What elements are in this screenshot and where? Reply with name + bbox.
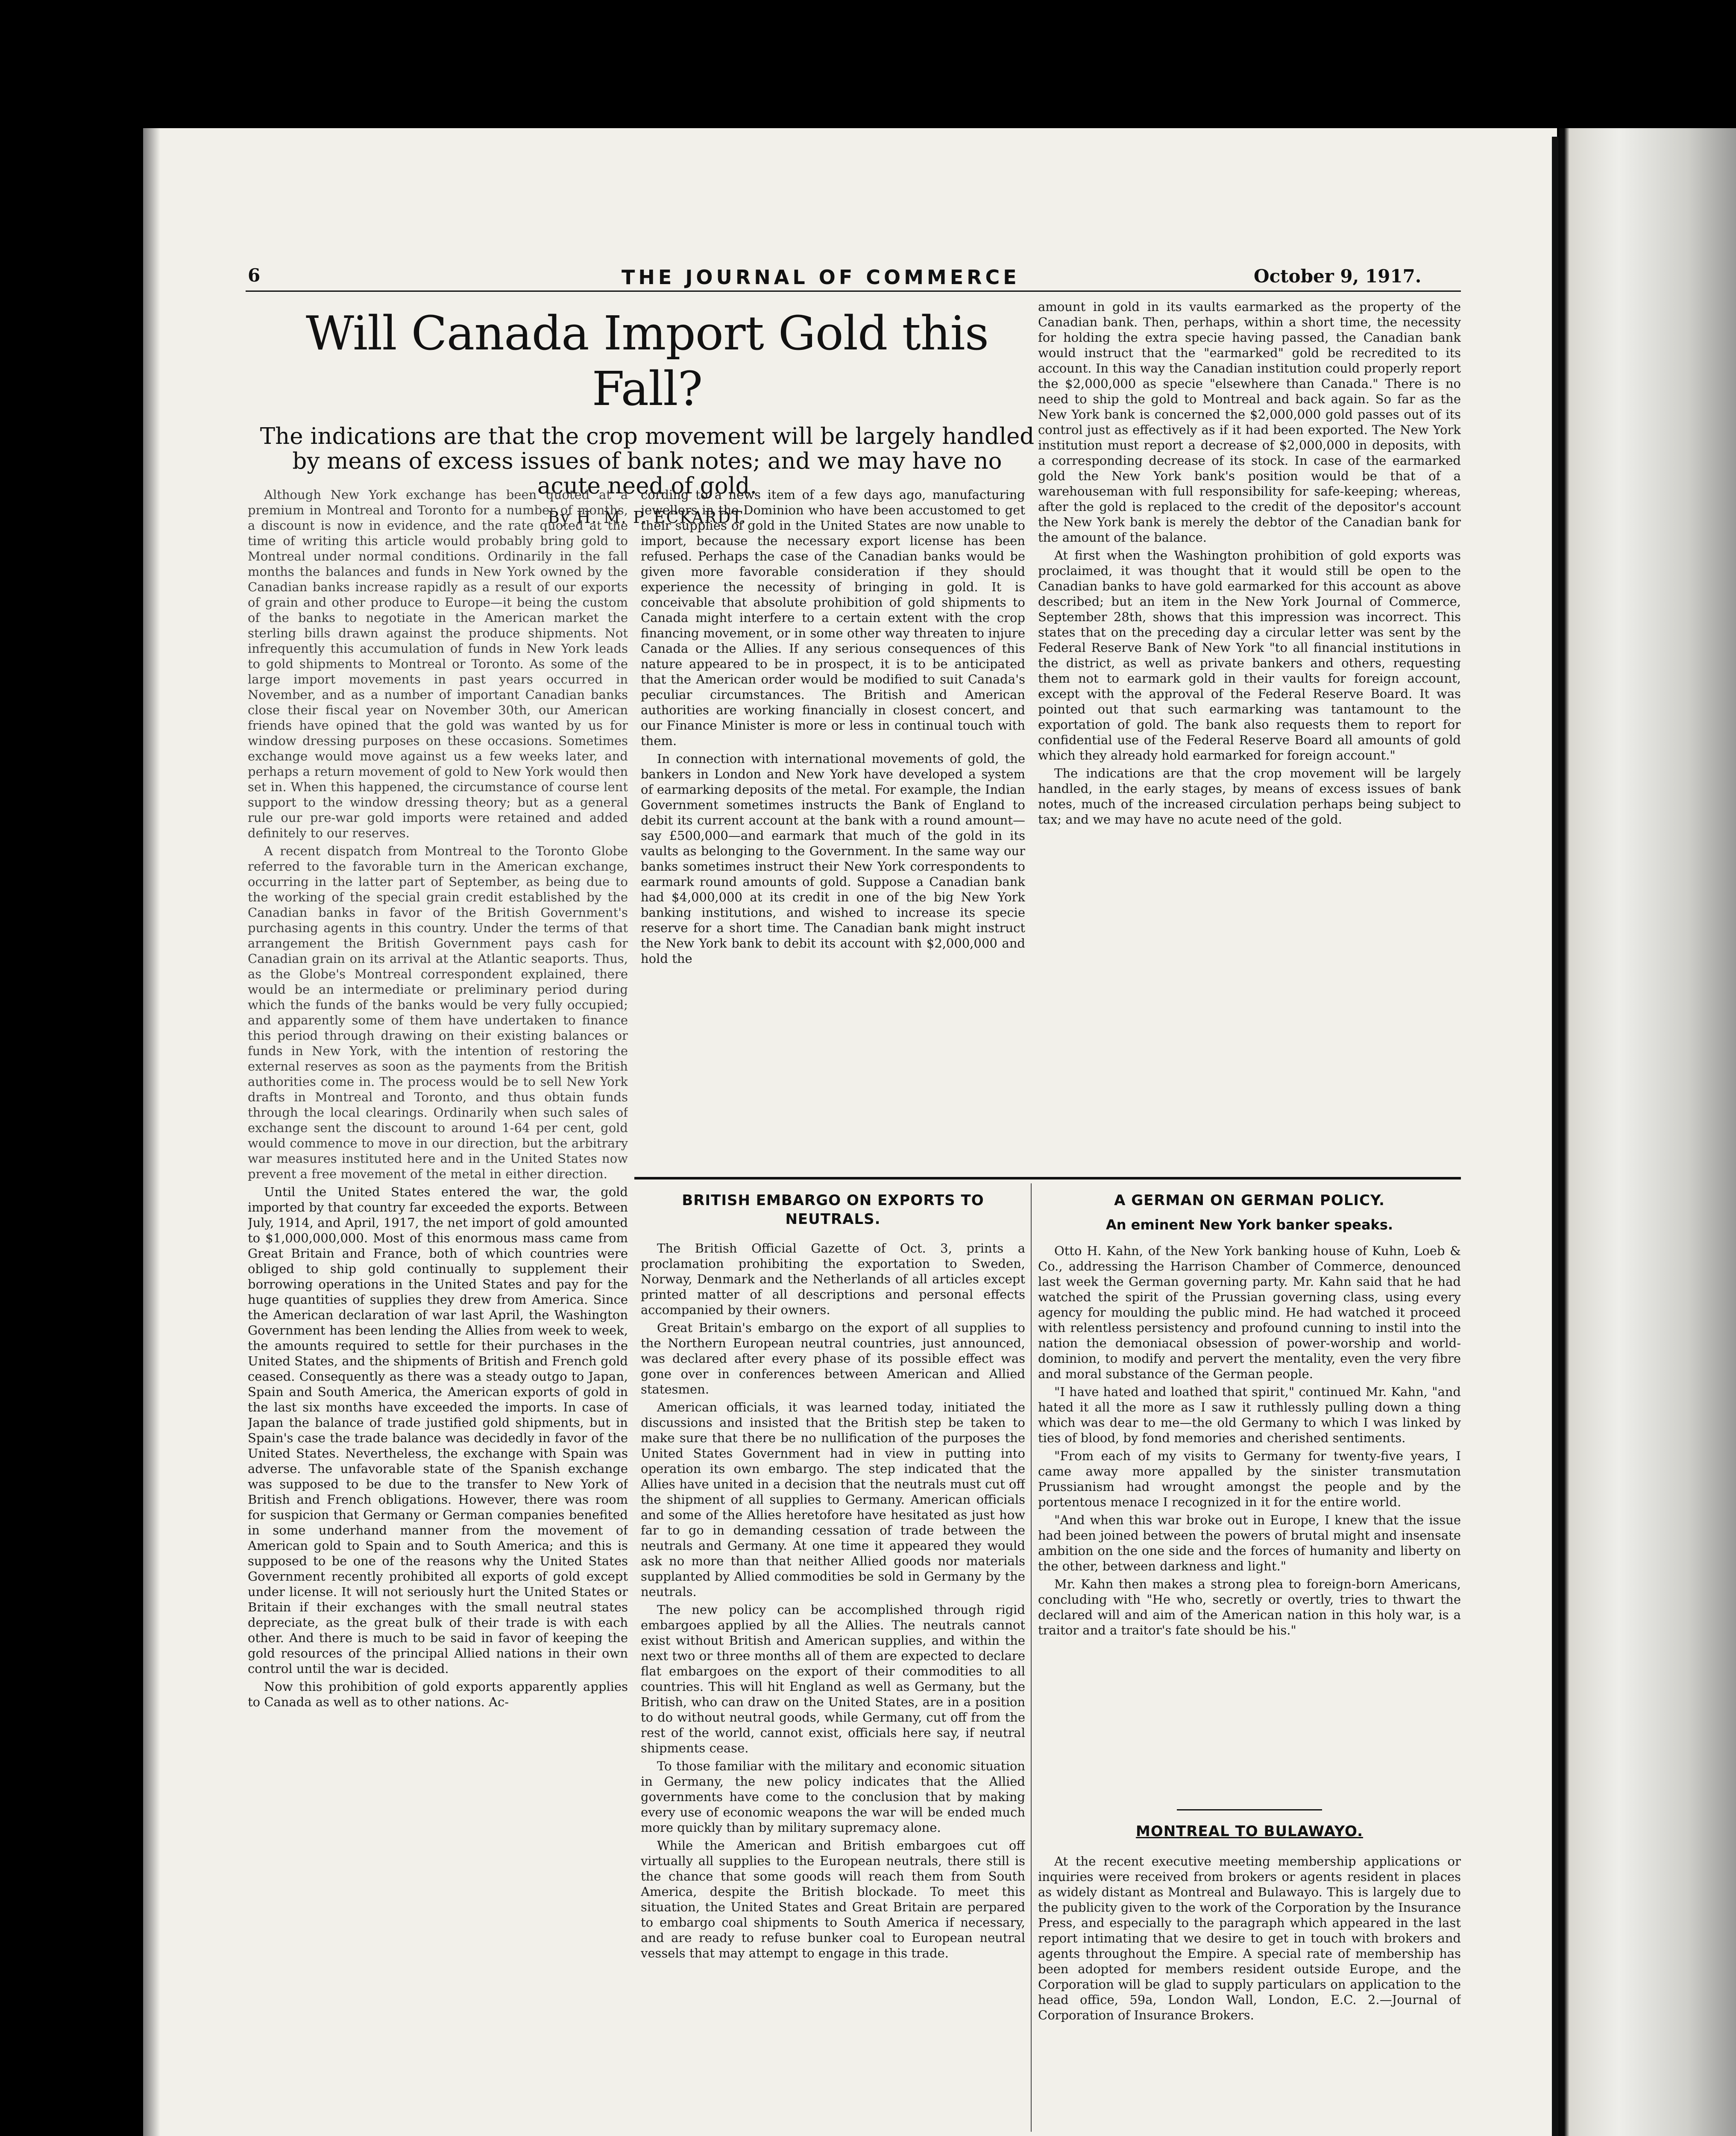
article-divider-short — [1177, 1809, 1322, 1810]
paragraph: Great Britain's embargo on the export of all supplies to the Northern European neutral countries, just announced, was declared after every phase of its possible effect was gone over in conferences between American and Allied statesmen. — [641, 1320, 1025, 1397]
paragraph: To those familiar with the military and economic situation in Germany, the new policy indicates that the Allied governments have come to the conclusion that by making every use of economic weapons the war will be ended much more quickly than by military supremacy alone. — [641, 1759, 1025, 1835]
main-article-column-2 — [641, 487, 1025, 1171]
paragraph: Now this prohibition of gold exports apparently applies to Canada as well as to other nations. Ac- — [248, 1679, 628, 1709]
german-policy-title: A GERMAN ON GERMAN POLICY. — [1114, 1192, 1385, 1209]
paragraph: American officials, it was learned today, initiated the discussions and insisted that the British step be taken to make sure that there be no nullification of the purposes the United States Government had in view in putting into operation its own embargo. The step indicated that the Allies have united in a decision that the neutrals must cut off the shipment of all supplies to Germany. American officials and some of the Allies heretofore have hesitated as just how far to go in demanding cessation of trade between the neutrals and Germany. At one time it appeared they would ask no more than that neither Allied goods nor materials supplanted by Allied commodities be sold in Germany by the neutrals. — [641, 1400, 1025, 1599]
paragraph: "And when this war broke out in Europe, I knew that the issue had been joined between the powers of brutal might and insensate ambition on the one side and the forces of humanity and liberty on the other, between darkness and light." — [1038, 1513, 1461, 1573]
paragraph: Until the United States entered the war, the gold imported by that country far exceeded the exports. Between July, 1914, and April, 1917, the net import of gold amounted to $1,000,000,000. Most of this enormous mass came from Great Britain and France, both of which countries were obliged to ship gold continually to supplement their borrowing operations in the United States and pay for the huge quantities of supplies they drew from America. Since the American declaration of war last April, the Washington Government has been lending the Allies from week to week, the amounts required to settle for their purchases in the United States, and the shipments of British and French gold ceased. Consequently as there was a steady outgo to Japan, Spain and South America, the American exports of gold in the last six months have exceeded the imports. In case of Japan the balance of trade justified gold shipments, but in Spain's case the trade balance was decidedly in favor of the United States. Nevertheless, the exchange with Spain was adverse. The unfavorable state of the Spanish exchange was supposed to be due to the transfer to New York of British and French obligations. However, there was room for suspicion that Germany or German companies benefited in some underhand manner from the movement of American gold to Spain and to South America; and this is supposed to be one of the reasons why the United States Government recently prohibited all exports of gold except under license. It will not seriously hurt the United States or Britain if their exchanges with the small neutral states depreciate, as the great bulk of their trade is with each other. And there is much to be said in favor of keeping the gold resources of the principal Allied nations in their own control until the war is decided. — [248, 1185, 628, 1676]
adjacent-page-edge — [1559, 128, 1736, 2136]
header-rule — [246, 290, 1461, 292]
paragraph: Although New York exchange has been quoted at a premium in Montreal and Toronto for a number of months, a discount is now in evidence, and the rate quoted at the time of writing this article would probably bring gold to Montreal under normal conditions. Ordinarily in the fall months the balances and funds in New York owned by the Canadian banks increase rapidly as a result of our exports of grain and other produce to Europe—it being the custom of the banks to negotiate in the American market the sterling bills drawn against the produce shipments. Not infrequently this accumulation of funds in New York leads to gold shipments to Montreal or Toronto. As some of the large import movements in past years occurred in November, and as a number of important Canadian banks close their fiscal year on November 30th, our American friends have opined that the gold was wanted by us for window dressing purposes on these occasions. Sometimes exchange would move against us a few weeks later, and perhaps a return movement of gold to New York would then set in. When this happened, the circumstance of course lent support to the window dressing theory; but as a general rule our pre-war gold imports were retained and added definitely to our reserves. — [248, 487, 628, 840]
paragraph: A recent dispatch from Montreal to the Toronto Globe referred to the favorable turn in the American exchange, occurring in the latter part of September, as being due to the working of the special grain credit established by the Canadian banks in favor of the British Government's purchasing agents in this country. Under the terms of that arrangement the British Government pays cash for Canadian grain on its arrival at the Atlantic seaports. Thus, as the Globe's Montreal correspondent explained, there would be an intermediate or preliminary period during which the funds of the banks would be very fully occupied; and apparently some of them have undertaken to finance this period through drawing on their existing balances or funds in New York, with the intention of restoring the external reserves as soon as the payments from the British authorities come in. The process would be to sell New York drafts in Montreal and Toronto, and thus obtain funds through the local clearings. Ordinarily when such sales of exchange sent the discount to around 1-64 per cent, gold would commence to move in our direction, but the arbitrary war measures instituted here and in the United States now prevent a free movement of the metal in either direction. — [248, 844, 628, 1181]
paragraph: The new policy can be accomplished through rigid embargoes applied by all the Allies. The neutrals cannot exist without British and American supplies, and within the next two or three months all of them are expected to declare flat embargoes on the export of their commodities to all countries. This will hit England as well as Germany, but the British, who can draw on the United States, are in a position to do without neutral goods, while Germany, cut off from the rest of the world, cannot exist, officials here say, if neutral shipments cease. — [641, 1602, 1025, 1755]
paragraph: In connection with international movements of gold, the bankers in London and New York have developed a system of earmarking deposits of the metal. For example, the Indian Government sometimes instructs the Bank of England to debit its current account at the bank with a round amount—say £500,000—and earmark that much of the gold in its vaults as belonging to the Government. In the same way our banks sometimes instruct their New York correspondents to earmark round amounts of gold. Suppose a Canadian bank had $4,000,000 at its credit in one of the big New York banking institutions, and wished to increase its specie reserve for a short time. The Canadian bank might instruct the New York bank to debit its account with $2,000,000 and hold the — [641, 751, 1025, 966]
paragraph: "From each of my visits to Germany for twenty-five years, I came away more appalled by the sinister transmutation Prussianism had wrought amongst the people and by the portentous menace I recognized in it for the entire world. — [1038, 1449, 1461, 1509]
main-article-deck: The indications are that the crop movement will be largely handled by means of excess issues of bank notes; and we may have no acute need of gold. — [260, 423, 1035, 499]
main-article-column-1 — [248, 487, 628, 2136]
binding-fold — [1552, 137, 1559, 2136]
publication-name: THE JOURNAL OF COMMERCE — [622, 266, 1020, 289]
paragraph: cording to a news item of a few days ago, manufacturing jewellers in the Dominion who have been accustomed to get their supplies of gold in the United States are now unable to import, because the necessary export license has been refused. Perhaps the case of the Canadian banks would be given more favorable consideration if they should experience the necessity of bringing in gold. It is conceivable that absolute prohibition of gold shipments to Canada might interfere to a certain extent with the crop financing movement, or in some other way threaten to injure Canada or the Allies. If any serious consequences of this nature appeared to be in prospect, it is to be anticipated that the American order would be modified to suit Canada's peculiar circumstances. The British and American authorities are working financially in closest concert, and our Finance Minister is more or less in continual touch with them. — [641, 487, 1025, 748]
page-edge-shadow — [143, 128, 160, 2136]
paragraph: Mr. Kahn then makes a strong plea to foreign-born Americans, concluding with "He who, secretly or overtly, tries to thwart the declared will and aim of the American nation in this holy war, is a traitor and a traitor's fate should be his." — [1038, 1577, 1461, 1637]
bulawayo-article-title: MONTREAL TO BULAWAYO. — [1135, 1823, 1364, 1840]
german-policy-article — [1038, 1183, 1461, 1807]
main-article-title: Will Canada Import Gold this Fall? — [305, 306, 989, 416]
paragraph: "I have hated and loathed that spirit," continued Mr. Kahn, "and hated it all the more as I saw it ruthlessly pulling down a thing which was dear to me—the old Germany to which I was linked by ties of blood, by fond memories and cherished sentiments. — [1038, 1385, 1461, 1445]
page-number: 6 — [248, 265, 261, 286]
paragraph: While the American and British embargoes cut off virtually all supplies to the European neutrals, there still is the chance that some goods will reach them from South America, despite the British blockade. To meet this situation, the United States and Great Britain are perpared to embargo coal shipments to South America if necessary, and are ready to refuse bunker coal to European neutral vessels that may attempt to engage in this trade. — [641, 1838, 1025, 1960]
paragraph: Otto H. Kahn, of the New York banking house of Kuhn, Loeb & Co., addressing the Harrison Chamber of Commerce, denounced last week the German governing party. Mr. Kahn said that he had watched the spirit of the Prussian governing class, using every agency for moulding the public mind. He had watched it proceed with relentless persistency and profound cunning to instil into the nation the demoniacal obsession of power-worship and world-dominion, to modify and pervert the mentality, even the very fibre and moral substance of the German people. — [1038, 1244, 1461, 1381]
main-article-byline: By H. M. P. ECKARDT. — [548, 508, 747, 527]
paragraph: The indications are that the crop movement will be largely handled, in the early stages, by means of excess issues of bank notes, much of the increased circulation perhaps being subject to tax; and we may have no acute need of the gold. — [1038, 766, 1461, 827]
paragraph: amount in gold in its vaults earmarked as the property of the Canadian bank. Then, perhaps, within a short time, the necessity for holding the extra specie having passed, the Canadian bank would instruct that the "earmarked" gold be recredited to its account. In this way the Canadian institution could properly report the $2,000,000 as specie "elsewhere than Canada." There is no need to ship the gold to Montreal and back again. So far as the New York bank is concerned the $2,000,000 gold passes out of its control just as effectively as if it had been exported. The New York institution must report a decrease of $2,000,000 in deposits, with a corresponding decrease of its stock. In case of the earmarked gold the New York bank's position would be that of a warehouseman with full responsibility for safe-keeping; whereas, after the gold is replaced to the credit of the depositor's account the New York bank is merely the debtor of the Canadian bank for the amount of the balance. — [1038, 299, 1461, 545]
paragraph: The British Official Gazette of Oct. 3, prints a proclamation prohibiting the exportation to Sweden, Norway, Denmark and the Netherlands of all articles except printed matter of all descriptions and personal effects accompanied by their owners. — [641, 1241, 1025, 1317]
main-article-column-3 — [1038, 299, 1461, 1171]
section-divider — [634, 1177, 1461, 1179]
paragraph: At the recent executive meeting membership applications or inquiries were received from brokers or agents resident in places as widely distant as Montreal and Bulawayo. This is largely due to the publicity given to the work of the Corporation by the Insurance Press, and especially to the paragraph which appeared in the last report intimating that we desire to get in touch with brokers and agents throughout the Empire. A special rate of membership has been adopted for members resident outside Europe, and the Corporation will be glad to supply particulars on application to the head office, 59a, London Wall, London, E.C. 2.—Journal of Corporation of Insurance Brokers. — [1038, 1854, 1461, 2022]
bulawayo-article — [1038, 1813, 1461, 2136]
column-rule — [1031, 1183, 1032, 2132]
embargo-article-title: BRITISH EMBARGO ON EXPORTS TO NEUTRALS. — [682, 1192, 984, 1228]
newspaper-page — [143, 128, 1557, 2136]
german-policy-subtitle: An eminent New York banker speaks. — [1106, 1217, 1393, 1233]
issue-date: October 9, 1917. — [1254, 266, 1422, 287]
embargo-article — [641, 1183, 1025, 2136]
paragraph: At first when the Washington prohibition of gold exports was proclaimed, it was thought that it would still be open to the Canadian banks to have gold earmarked for this account as above described; but an item in the New York Journal of Commerce, September 28th, shows that this impression was incorrect. This states that on the preceding day a circular letter was sent by the Federal Reserve Bank of New York "to all financial institutions in the district, as well as private bankers and others, requesting them not to earmark gold in their vaults for foreign account, except with the approval of the Federal Reserve Board. It was pointed out that such earmarking was tantamount to the exportation of gold. The bank also requests them to report for confidential use of the Federal Reserve Board all amounts of gold which they already hold earmarked for foreign account." — [1038, 548, 1461, 763]
